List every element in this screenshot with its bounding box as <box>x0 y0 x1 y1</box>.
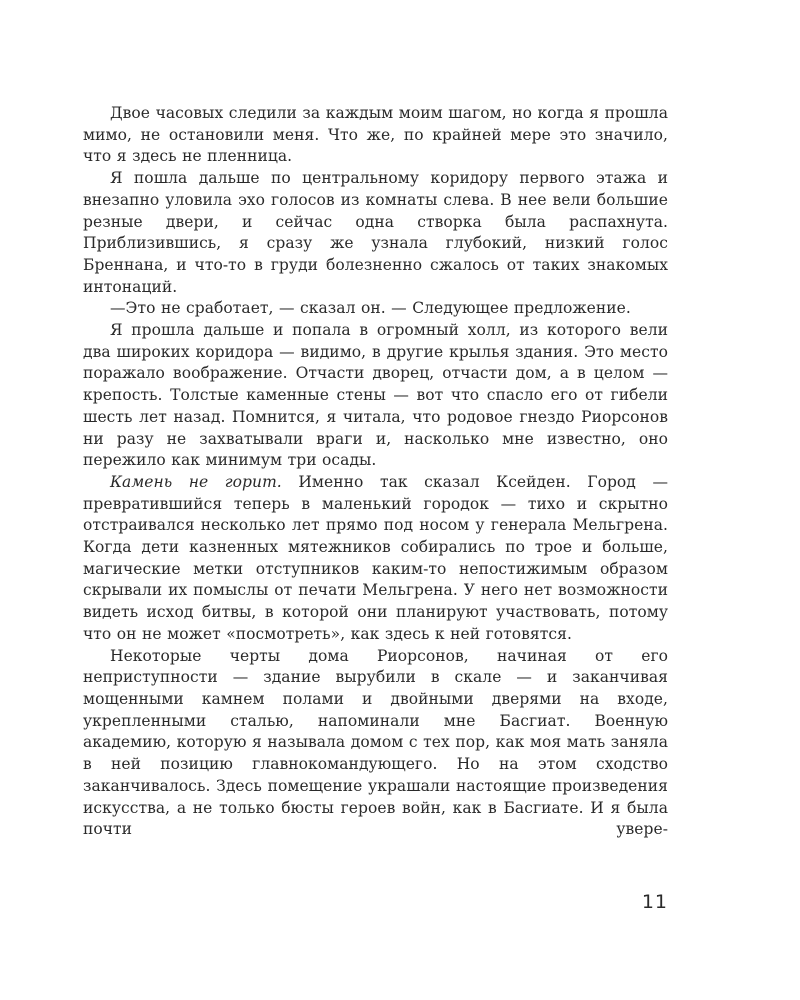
paragraph-3-dialogue <box>83 298 668 320</box>
paragraph-5-text: Именно так сказал Ксейден. Город — превратившийся теперь в маленький городок — тихо и скрытно отстраивался несколько лет прямо под носом у генерала Мельгрена. Когда дети казненных мятежников собирались по трое и больше, магические метки отступников каким-то непостижимым образом скрывали их помыслы от печати Мельгрена. У него нет возможности видеть исход битвы, в которой они планируют участвовать, потому что он не может «посмотреть», как здесь к ней готовятся. <box>83 472 668 643</box>
paragraph-1-text: Двое часовых следили за каждым моим шагом, но когда я прошла мимо, не остановили меня. Что же, по крайней мере это значило, что я здесь не пленница. <box>83 104 668 166</box>
paragraph-1 <box>83 103 668 168</box>
paragraph-3-text: —Это не сработает, — сказал он. — Следующее предложение. <box>110 299 631 318</box>
page-number: 11 <box>641 891 668 913</box>
paragraph-6-text: Некоторые черты дома Риорсонов, начиная от его неприступности — здание вырубили в скале — и заканчивая мощенными камнем полами и двойными дверями на входе, укрепленными сталью, напоминали мне Басгиат. Военную академию, которую я называла домом с тех пор, как моя мать заняла в ней позицию главнокомандующего. Но на этом сходство заканчивалось. Здесь помещение украшали настоящие произведения искусства, а не только бюсты героев войн, как в Басгиате. И я была почти увере- <box>83 646 668 839</box>
paragraph-5-italic-quote: Камень не горит. <box>110 472 282 491</box>
paragraph-2-text: Я пошла дальше по центральному коридору первого этажа и внезапно уловила эхо голосов из комнаты слева. В нее вели большие резные двери, и сейчас одна створка была распахнута. Приблизившись, я сразу же узнала глубокий, низкий голос Бреннана, и что-то в груди болезненно сжалось от таких знакомых интонаций. <box>83 169 668 296</box>
paragraph-5 <box>83 472 668 646</box>
paragraph-6 <box>83 646 668 841</box>
paragraph-4-text: Я прошла дальше и попала в огромный холл, из которого вели два широких коридора — видимо, в другие крылья здания. Это место поражало воображение. Отчасти дворец, отчасти дом, а в целом — крепость. Толстые каменные стены — вот что спасло его от гибели шесть лет назад. Помнится, я читала, что родовое гнездо Риорсонов ни разу не захватывали враги и, насколько мне известно, оно пережило как минимум три осады. <box>83 321 668 470</box>
paragraph-2 <box>83 168 668 298</box>
body-text <box>83 103 668 841</box>
paragraph-4 <box>83 320 668 472</box>
